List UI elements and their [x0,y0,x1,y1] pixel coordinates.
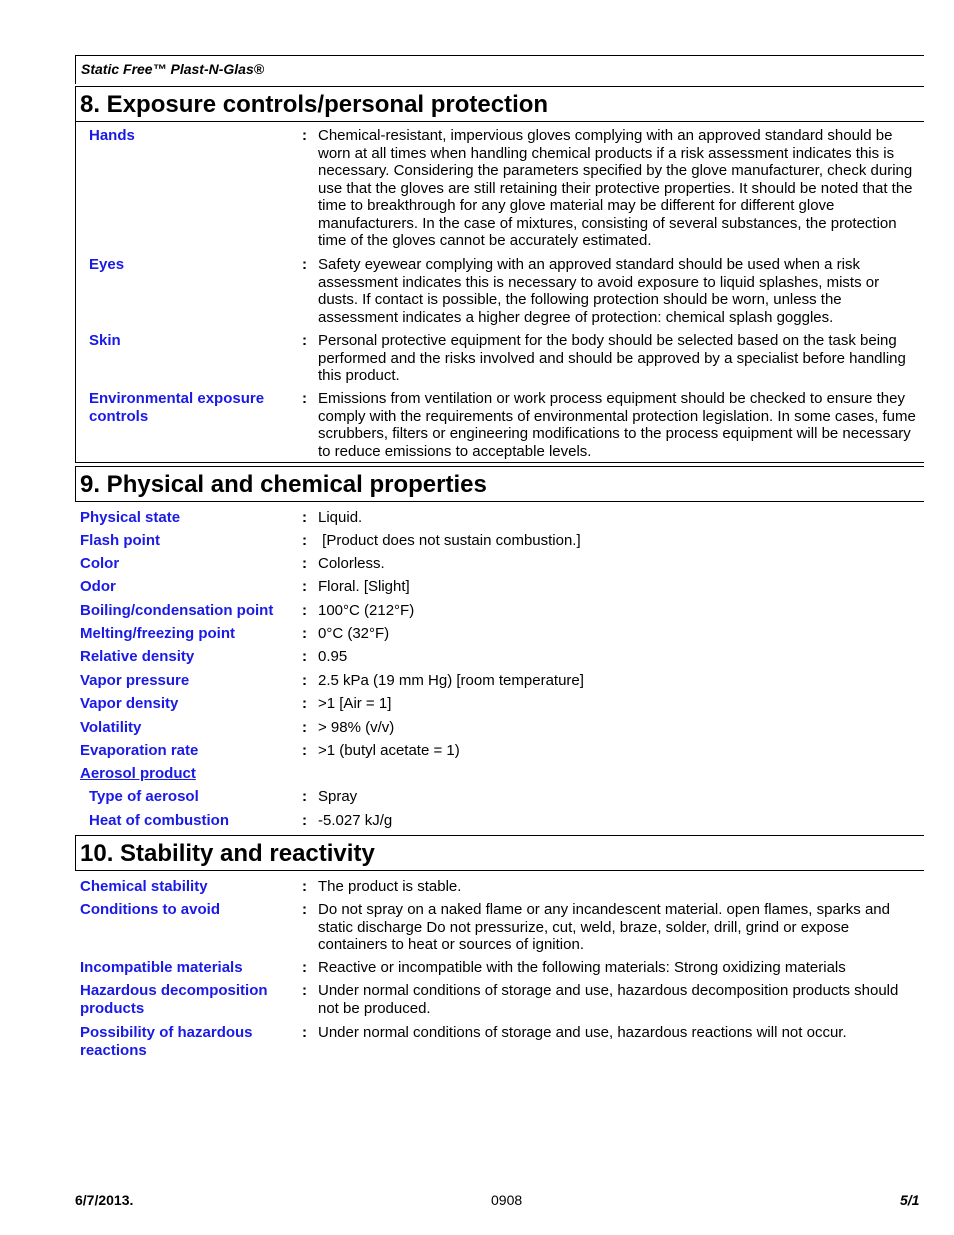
property-label: Vapor pressure [80,672,190,689]
colon: : [302,390,307,407]
section-10-title: 10. Stability and reactivity [80,840,375,867]
property-label: Evaporation rate [80,742,199,759]
property-label: Conditions to avoid [80,901,220,918]
property-label: Hazardous decomposition products [80,982,268,1017]
colon: : [302,742,307,759]
colon: : [302,555,307,572]
colon: : [302,509,307,526]
property-label: Type of aerosol [89,788,199,805]
property-value: Spray [318,788,358,805]
colon: : [302,127,307,144]
property-value: Do not spray on a naked flame or any incandescent material. open flames, sparks and static discharge Do not pressurize, cut, weld, braze, solder, drill, grind or expose containers to heat or sources of ignition. [318,901,890,953]
colon: : [302,672,307,689]
property-value: 0.95 [318,648,348,665]
colon: : [302,812,307,829]
property-label: Chemical stability [80,878,208,895]
section-8-title: 8. Exposure controls/personal protection [80,91,549,118]
aerosol-product-link[interactable]: Aerosol product [80,765,196,782]
property-value: Under normal conditions of storage and use, hazardous reactions will not occur. [318,1024,847,1041]
property-label: Physical state [80,509,181,526]
section-8-header [75,86,924,122]
property-label: Relative density [80,648,195,665]
property-label: Incompatible materials [80,959,243,976]
colon: : [302,578,307,595]
colon: : [302,878,307,895]
property-label: Eyes [89,256,125,273]
property-label: Flash point [80,532,160,549]
property-label: Vapor density [80,695,179,712]
footer-code: 0908 [491,1192,523,1208]
colon: : [302,959,307,976]
property-label: Boiling/condensation point [80,602,274,619]
property-value: -5.027 kJ/g [318,812,393,829]
property-value: Personal protective equipment for the body should be selected based on the task being performed and the risks involved and should be approved by a specialist before handling this product. [318,332,906,384]
colon: : [302,788,307,805]
colon: : [302,602,307,619]
property-value: Emissions from ventilation or work process equipment should be checked to ensure they comply with the requirements of environmental protection legislation. In some cases, fume scrubbers, filters or engineering modifications to the process equipment will be necessary to reduce emissions to acceptable levels. [318,390,916,460]
property-label: Volatility [80,719,142,736]
property-label: Melting/freezing point [80,625,235,642]
colon: : [302,532,307,549]
property-value: The product is stable. [318,878,462,895]
product-name: Static Free™ Plast-N-Glas® [81,61,265,77]
colon: : [302,719,307,736]
property-value: Liquid. [318,509,363,526]
property-label: Heat of combustion [89,812,230,829]
colon: : [302,648,307,665]
property-value: 0°C (32°F) [318,625,390,642]
footer-date: 6/7/2013. [75,1192,134,1208]
property-value: Reactive or incompatible with the following materials: Strong oxidizing materials [318,959,846,976]
property-value: >1 (butyl acetate = 1) [318,742,460,759]
colon: : [302,1024,307,1041]
property-label: Environmental exposure controls [89,390,265,425]
property-value: > 98% (v/v) [318,719,395,736]
property-value: 2.5 kPa (19 mm Hg) [room temperature] [318,672,584,689]
colon: : [302,695,307,712]
property-label: Possibility of hazardous reactions [80,1024,253,1059]
property-value: Safety eyewear complying with an approved standard should be used when a risk assessment indicates this is necessary to avoid exposure to liquid splashes, mists or dusts. If contact is possible, the following protection should be worn, unless the assessment indicates a higher degree of protection: chemical splash goggles. [318,256,880,326]
colon: : [302,256,307,273]
footer-page-number: 5/1 [900,1192,920,1208]
colon: : [302,901,307,918]
property-label: Color [80,555,120,572]
property-label: Odor [80,578,116,595]
property-value: Floral. [Slight] [318,578,410,595]
colon: : [302,332,307,349]
property-value: Colorless. [318,555,385,572]
property-label: Hands [89,127,135,144]
property-label: Skin [89,332,121,349]
colon: : [302,982,307,999]
property-value: [Product does not sustain combustion.] [318,532,581,549]
property-value: Chemical-resistant, impervious gloves complying with an approved standard should be worn at all times when handling chemical products if a risk assessment indicates this is necessary. Considering the parameters specified by the glove manufacturer, check during use that the gloves are still retaining their protective properties. It should be noted that the time to breakthrough for any glove material may be different for different glove manufacturers. In the case of mixtures, consisting of several substances, the protection time of the gloves cannot be accurately estimated. [318,127,913,249]
section-9-title: 9. Physical and chemical properties [80,471,487,498]
property-value: 100°C (212°F) [318,602,415,619]
property-value: >1 [Air = 1] [318,695,392,712]
property-value: Under normal conditions of storage and use, hazardous decomposition products should not be produced. [318,982,899,1017]
section-10-header [75,835,924,871]
colon: : [302,625,307,642]
product-name-bar [75,55,924,84]
section-9-header [75,466,924,502]
